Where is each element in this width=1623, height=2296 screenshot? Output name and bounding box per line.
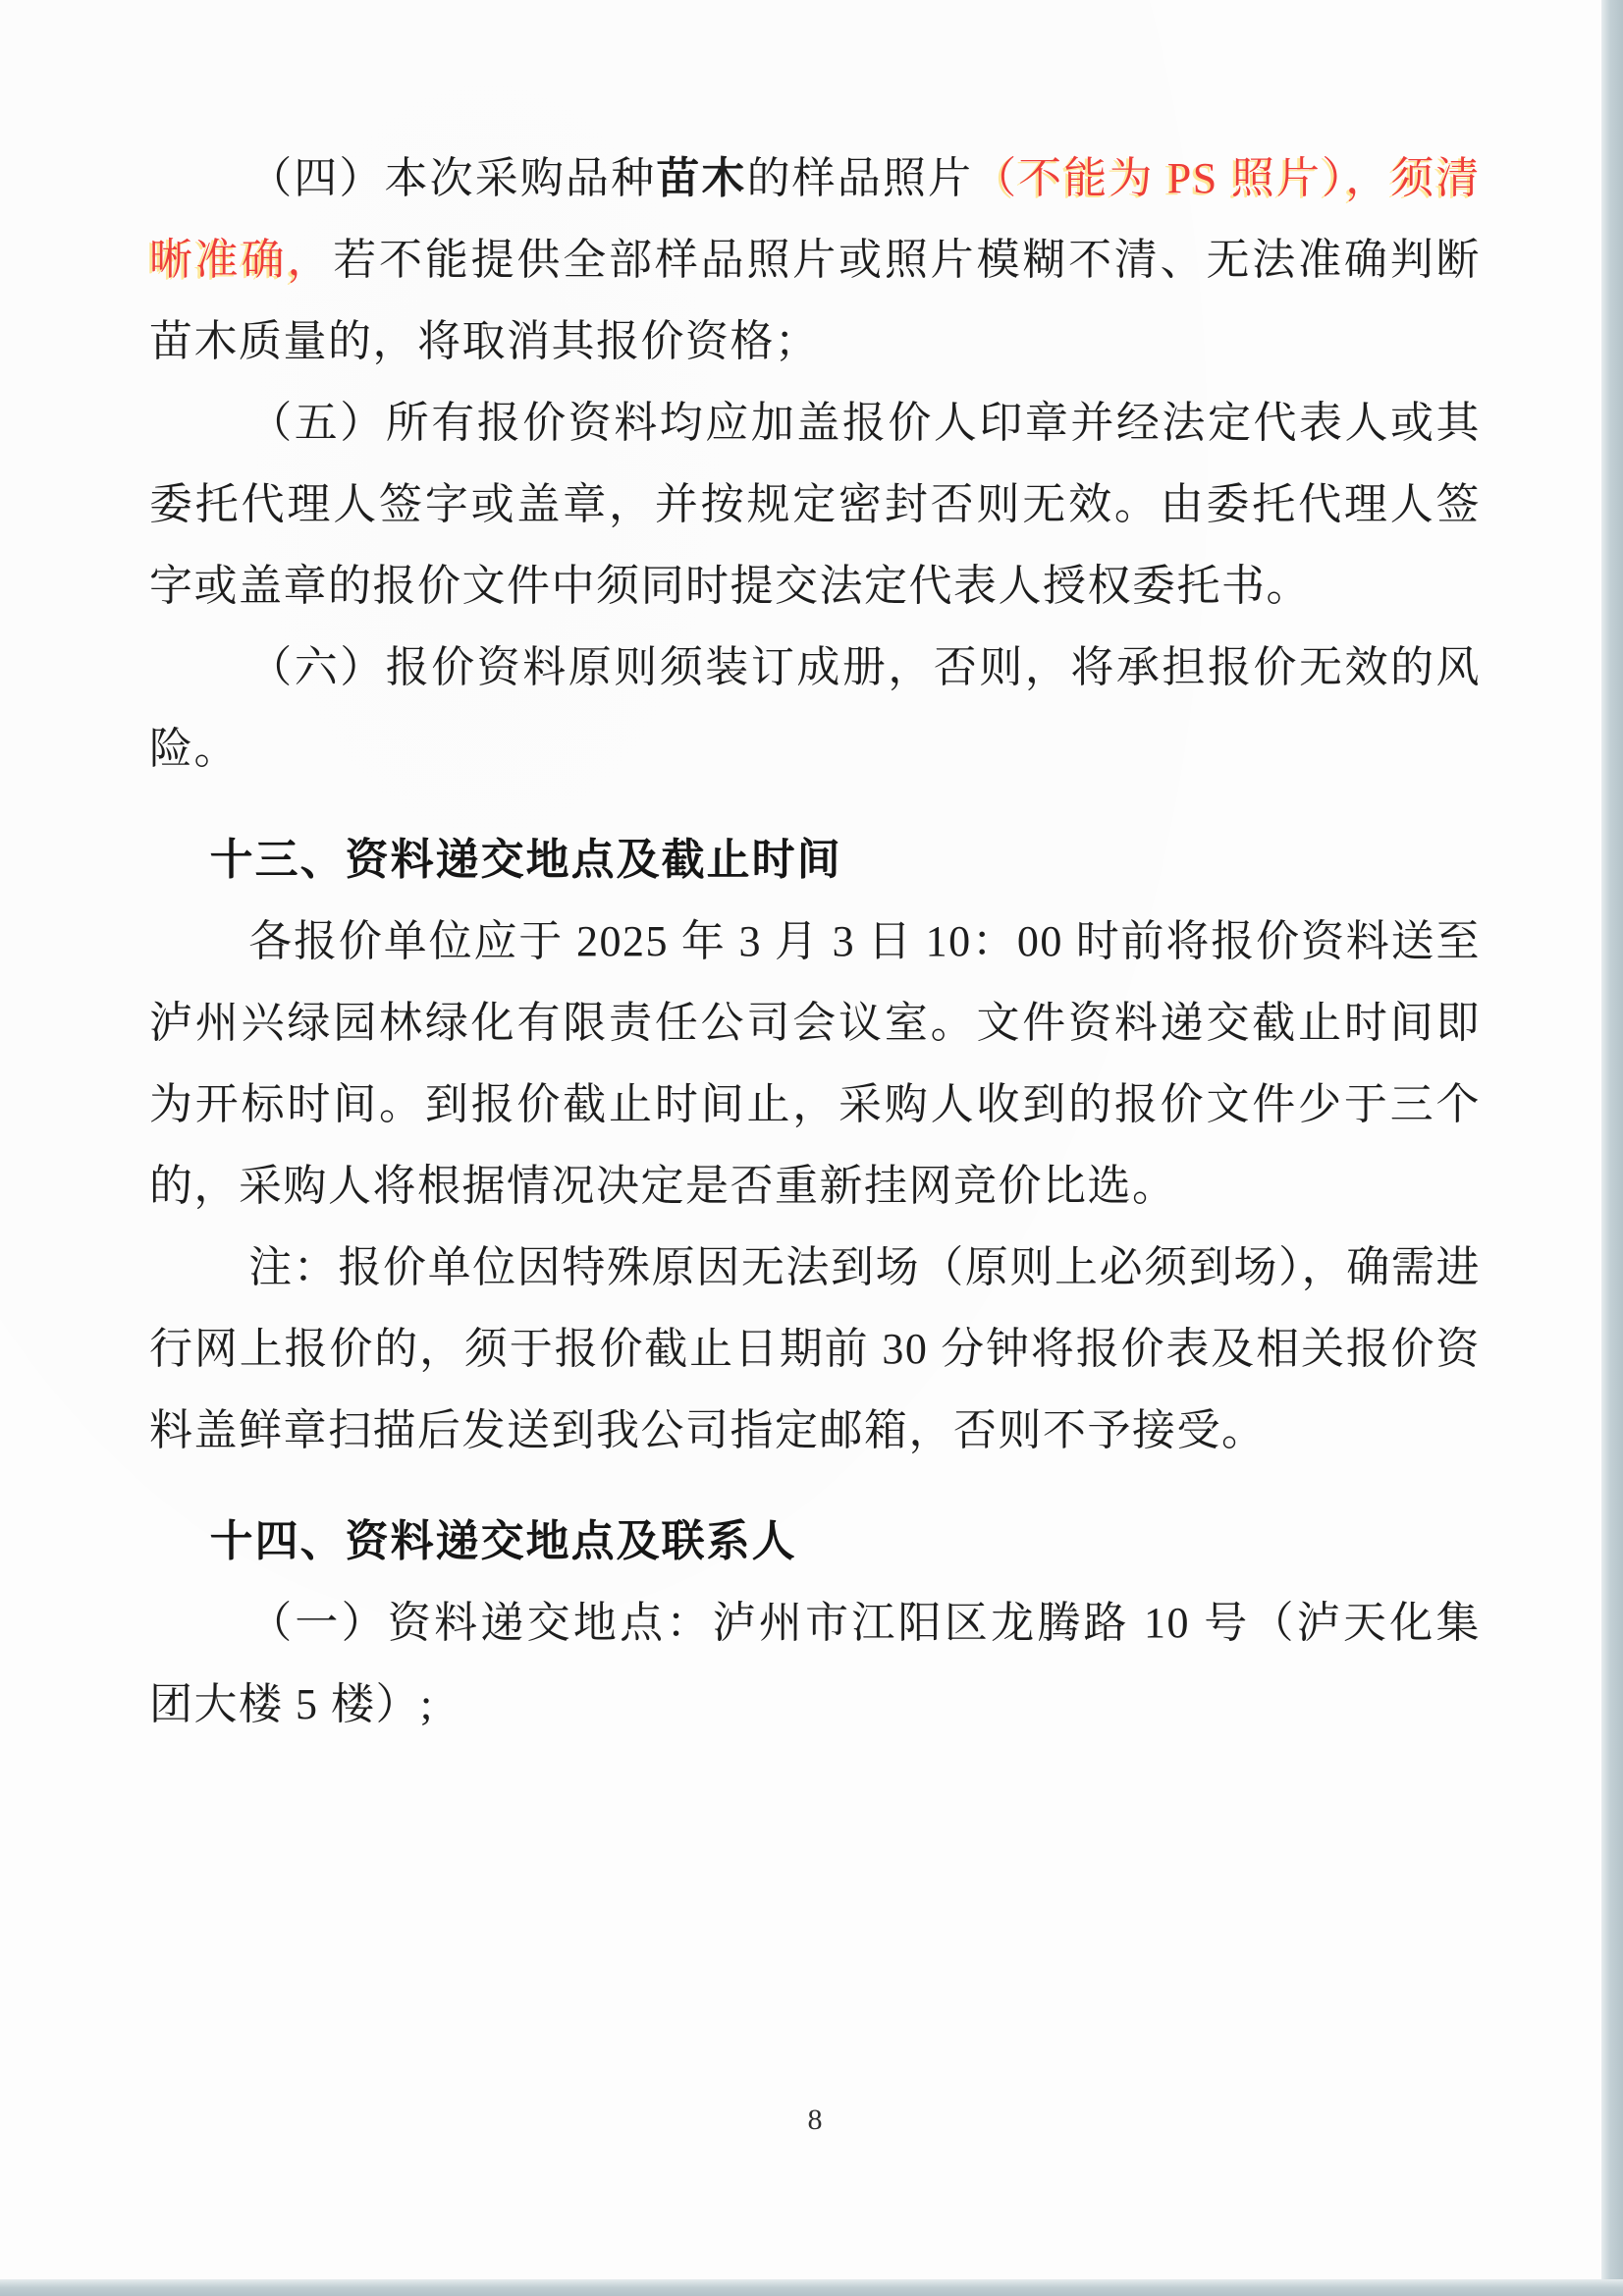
text-run: 十四、资料递交地点及联系人 [209,1517,797,1565]
page-number: 8 [807,2104,823,2136]
text-run: （五）所有报价资料均应加盖报价人印章并经法定代表人或其委托代理人签字或盖章，并按规定密封否则无效。由委托代理人签字或盖章的报价文件中须同时提交法定代表人授权委托书。 [149,399,1481,610]
paragraph [149,382,1481,627]
paragraph [149,627,1481,790]
paragraph [149,1227,1481,1471]
text-run: 若不能提供全部样品照片或照片模糊不清、无法准确判断苗木质量的，将取消其报价资格； [149,236,1482,365]
section-heading [149,1501,1481,1582]
red-emphasis-text: （不能为 PS 照片），须清晰准确， [149,154,1481,284]
paragraph [149,137,1481,382]
text-run: 注：报价单位因特殊原因无法到场（原则上必须到场），确需进行网上报价的，须于报价截止日期前 30 分钟将报价表及相关报价资料盖鲜章扫描后发送到我公司指定邮箱，否则不予接受。 [149,1243,1481,1454]
text-run: 的样品照片 [746,154,974,202]
section-heading [149,819,1481,901]
scan-edge-bottom [0,2279,1623,2296]
text-run: （一）资料递交地点：泸州市江阳区龙腾路 10 号（泸天化集团大楼 5 楼）; [149,1599,1481,1728]
text-run: （六）报价资料原则须装订成册，否则，将承担报价无效的风险。 [149,643,1481,773]
paragraph [149,901,1481,1227]
text-run: 各报价单位应于 2025 年 3 月 3 日 10：00 时前将报价资料送至泸州兴绿园林绿化有限责任公司会议室。文件资料递交截止时间即为开标时间。到报价截止时间止，采购人收到的报价文件少于三个的，采购人将根据情况决定是否重新挂网竞价比选。 [149,917,1481,1210]
text-run: 十三、资料递交地点及截止时间 [209,836,842,884]
bold-text: 苗木 [656,154,747,202]
text-run: （四）本次采购品种 [248,154,657,202]
scan-edge-right [1601,0,1623,2296]
paragraph [149,1582,1481,1745]
document-content [149,137,1481,1745]
